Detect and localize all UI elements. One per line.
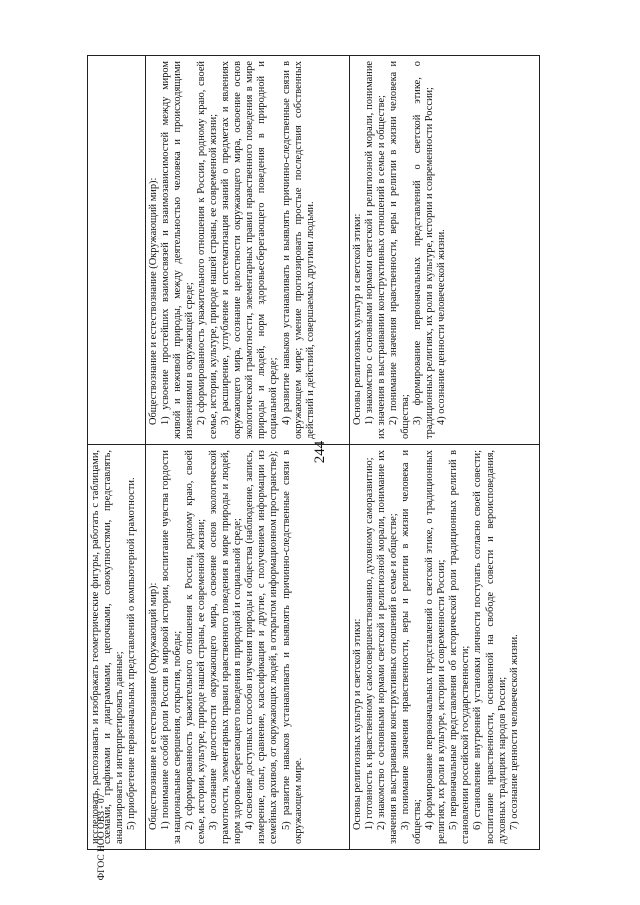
section-heading: Основы религиозных культур и светской этики: xyxy=(352,213,363,425)
list-item: 2) знакомство с основными нормами светской и религиозной морали, понимание их значения в выстраивании конструктивных отношений в семье и обществе; xyxy=(376,450,400,844)
list-item: 5) развитие навыков устанавливать и выявлять причинно-следственные связи в окружающем мире. xyxy=(280,450,304,844)
list-item: 4) развитие навыков устанавливать и выявлять причинно-следственные связи в окружающем мире; умение прогнозировать простые последствия собственных действий и действий, совершаемых другими людьми. xyxy=(280,61,316,439)
list-item: 3) осознание целостности окружающего мира, освоение основ экологической грамотности, элементарных правил нравственного поведения в мире природы и людей, норм здоровьесберегающего поведения в природной и социальной среде; xyxy=(208,450,244,844)
right-cell-math xyxy=(88,56,146,445)
list-item: 3) понимание значения нравственности, веры и религии в жизни человека и общества; xyxy=(400,450,424,844)
list-item: 4) освоение доступных способов изучения природы и общества (наблюдение, запись, измерение, опыт, сравнение, классификация и другие, с получением информации из семейных архивов, от окружающих людей, в открытом информационном пространстве); xyxy=(244,450,280,844)
list-item: 4) формирование первоначальных представлений о светской этике, о традиционных религиях, их роли в культуре, истории и современности России; xyxy=(424,450,448,844)
right-cell-world xyxy=(146,56,350,445)
list-item: 3) расширение, углубление и систематизация знаний о предметах и явлениях окружающего мира, осознание целостности окружающего мира, освоение основ экологической грамотности, элементарных правил нравственного поведения в мире природы и людей, норм здоровьесберегающего поведения в природной и социальной среде; xyxy=(220,61,280,439)
list-item: 7) осознание ценности человеческой жизни. xyxy=(508,634,520,830)
left-cell-religion xyxy=(350,445,540,850)
standards-table xyxy=(87,55,540,850)
section-heading: Обществознание и естествознание (Окружающий мир): xyxy=(148,582,159,830)
table-row-world xyxy=(146,56,350,850)
list-item: 6) становление внутренней установки личности поступать согласно своей совести; воспитание нравственности, основанной на свободе совести и вероисповедания, духовных традициях народов России; xyxy=(472,450,508,844)
table-row-religion xyxy=(350,56,540,850)
right-cell-religion xyxy=(350,56,540,445)
table-row-math xyxy=(88,56,146,850)
list-item: 1) понимание особой роли России в мировой истории, воспитание чувства гордости за национальные свершения, открытия, победы; xyxy=(160,450,184,844)
list-item: 1) готовность к нравственному самосовершенствованию, духовному саморазвитию; xyxy=(364,457,376,830)
rotated-table-container xyxy=(87,56,539,850)
list-item: 2) понимание значения нравственности, веры и религии в жизни человека и общества; xyxy=(388,61,412,439)
footer-document-code: ФГОС НОО ОВЗ - 07 xyxy=(97,793,107,881)
table-paragraph: 5) приобретение первоначальных представлений о компьютерной грамотности. xyxy=(126,477,138,830)
table-paragraph: исследовать, распознавать и изображать геометрические фигуры, работать с таблицами, схемами, графиками и диаграммами, цепочками, совокупностями, представлять, анализировать и интерпретировать данные; xyxy=(90,450,126,844)
list-item: 5) первоначальные представления об исторической роли традиционных религий в становлении российской государственности; xyxy=(448,450,472,844)
left-cell-world xyxy=(146,445,350,850)
list-item: 2) сформированность уважительного отношения к России, родному краю, своей семье, истории, культуре, природе нашей страны, ее современной жизни; xyxy=(184,450,208,844)
list-item: 4) осознание ценности человеческой жизни. xyxy=(436,229,448,425)
list-item: 2) сформированность уважительного отношения к России, родному краю, своей семье, истории, культуре, природе нашей страны, ее современной жизни; xyxy=(196,61,220,439)
list-item: 3) формирование первоначальных представлений о светской этике, о традиционных религиях, их роли в культуре, истории и современности России; xyxy=(412,61,436,439)
section-heading: Обществознание и естествознание (Окружающий мир): xyxy=(148,177,159,425)
list-item: 1) знакомство с основными нормами светской и религиозной морали, понимание их значения в выстраивании конструктивных отношений в семье и обществе; xyxy=(364,61,388,439)
list-item: 1) усвоение простейших взаимосвязей и взаимозависимостей между миром живой и неживой природы, между деятельностью человека и происходящими изменениями в окружающей среде; xyxy=(160,61,196,439)
page-number: 244 xyxy=(312,440,328,464)
section-heading: Основы религиозных культур и светской этики: xyxy=(352,618,363,830)
